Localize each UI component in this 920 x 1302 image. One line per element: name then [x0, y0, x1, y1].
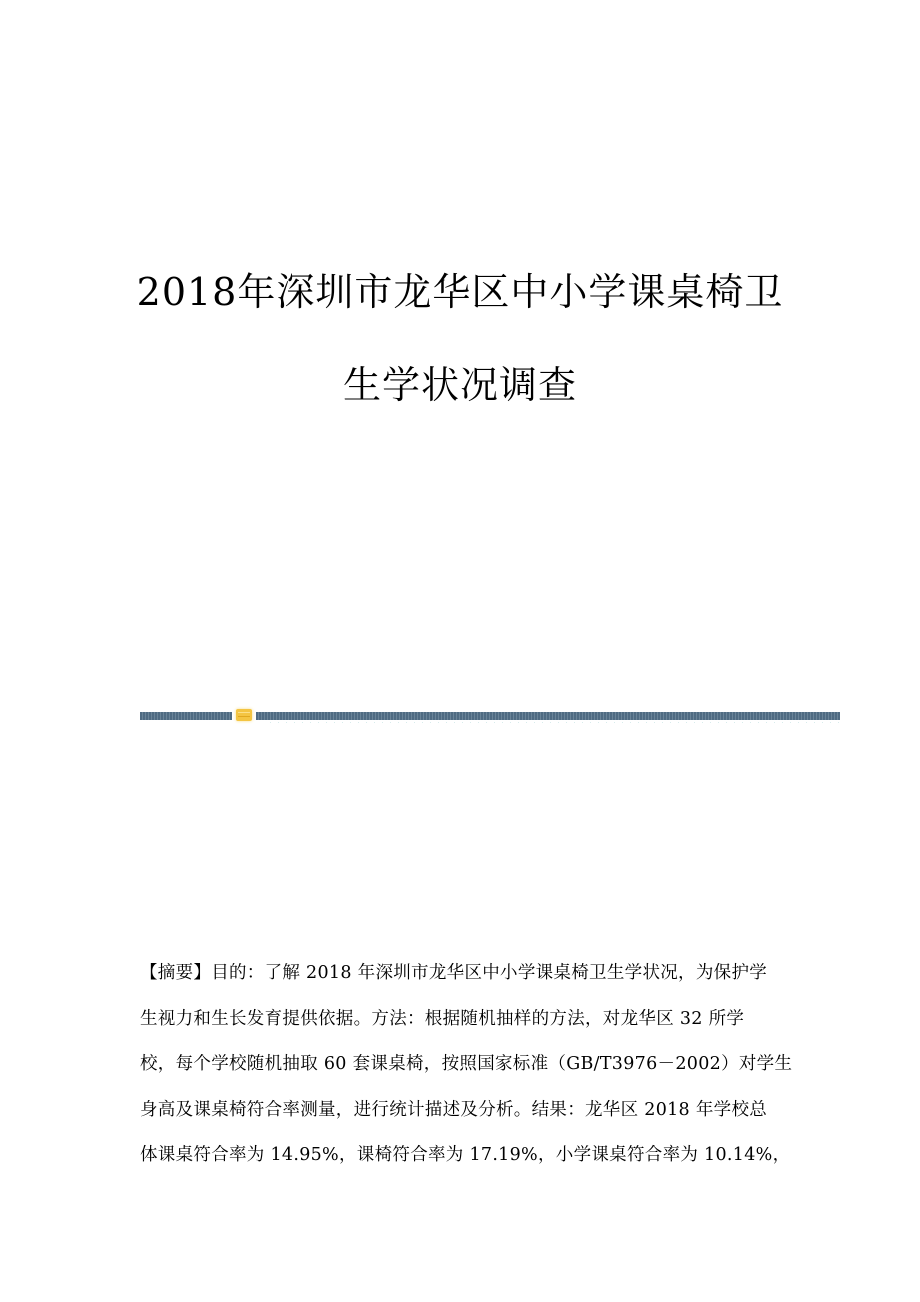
abstract-line: 【摘要】目的：了解 2018 年深圳市龙华区中小学课桌椅卫生学状况，为保护学 [140, 963, 768, 983]
abstract-line: 校，每个学校随机抽取 60 套课桌椅，按照国家标准（GB/T3976－2002）对学生 [140, 1054, 793, 1074]
document-title-line-1: 2018年深圳市龙华区中小学课桌椅卫 [136, 270, 784, 314]
divider-shadow [270, 722, 840, 723]
abstract-paragraph [140, 951, 793, 1179]
document-title-line-2: 生学状况调查 [342, 363, 577, 407]
abstract-line: 体课桌符合率为 14.95%，课椅符合率为 17.19%，小学课桌符合率为 10.14%， [140, 1145, 791, 1165]
divider-bar-left [140, 712, 232, 720]
divider-bar-right [256, 712, 840, 720]
abstract-line: 身高及课桌椅符合率测量，进行统计描述及分析。结果：龙华区 2018 年学校总 [140, 1099, 768, 1120]
envelope-icon [236, 709, 252, 721]
abstract-line: 生视力和生长发育提供依据。方法：根据随机抽样的方法，对龙华区 32 所学 [140, 1008, 745, 1029]
